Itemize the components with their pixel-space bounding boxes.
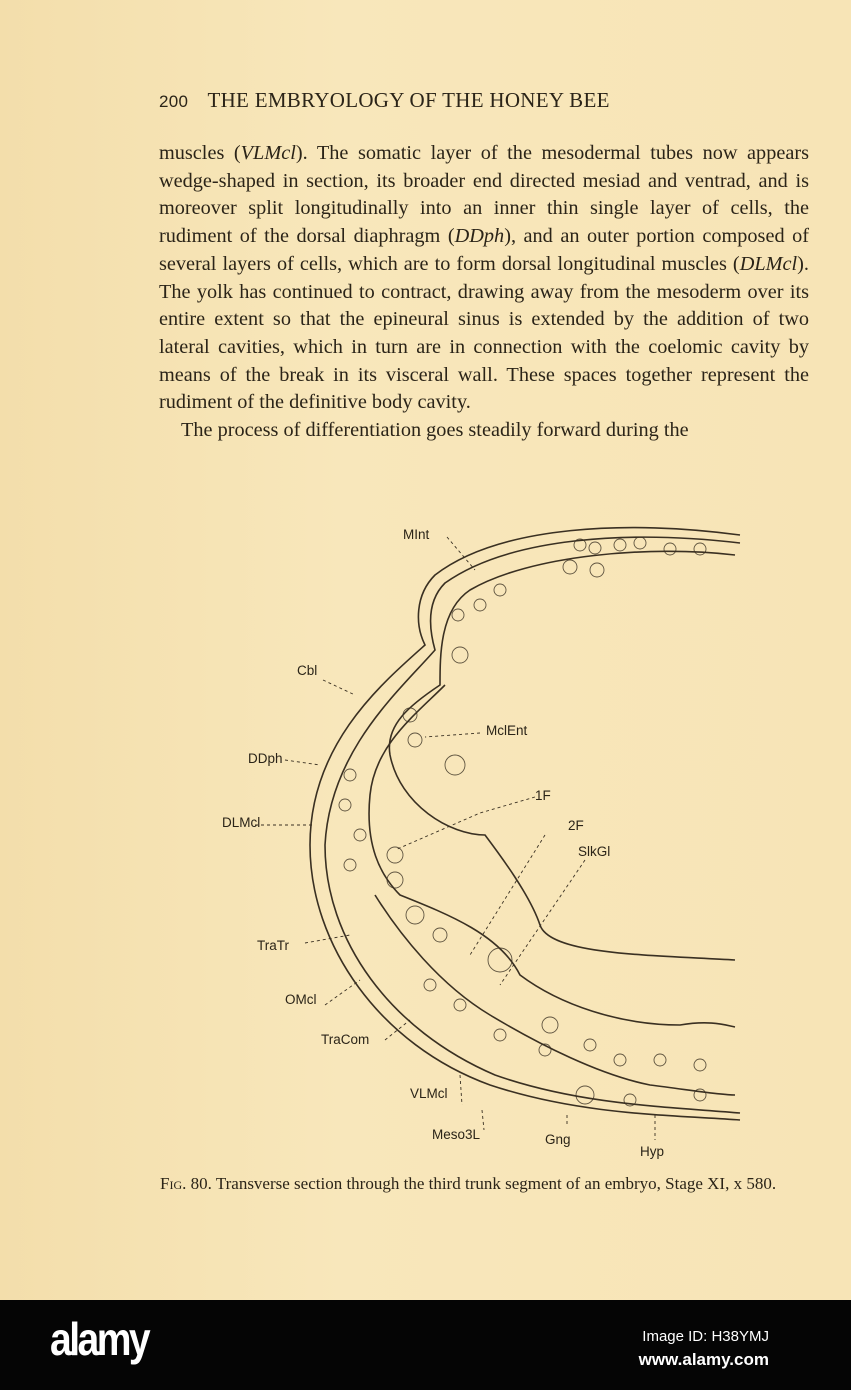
figure-80 (200, 515, 760, 1165)
label-omcl: OMcl (285, 992, 317, 1007)
label-2f: 2F (568, 818, 584, 833)
page-number: 200 (159, 92, 189, 111)
label-gng: Gng (545, 1132, 571, 1147)
paragraph-1: muscles (VLMcl). The somatic layer of the mesodermal tubes now appears wedge-shaped in section, its broader end directed mesiad and ventrad, and is moreover split longitudinally into an inner thin single layer of cells, the rudiment of the dorsal diaphragm (DDph), and an outer portion composed of several layers of cells, which are to form dorsal longitudinal muscles (DLMcl). The yolk has continued to contract, drawing away from the mesoderm over its entire extent so that the epineural sinus is extended by the addition of two lateral cavities, which in turn are in connection with the coelomic cavity by means of the break in its visceral wall. These spaces together represent the rudiment of the definitive body cavity. (159, 142, 810, 414)
watermark-banner (0, 1300, 851, 1390)
label-vlmcl: VLMcl (410, 1086, 448, 1101)
label-ddph: DDph (248, 751, 283, 766)
figure-number: Fig. 80. (160, 1174, 212, 1193)
site-url: www.alamy.com (638, 1350, 769, 1369)
embryo-section-drawing (200, 515, 760, 1165)
label-1f: 1F (535, 788, 551, 803)
caption-text: Transverse section through the third trunk segment of an embryo, Stage XI, x 580. (215, 1174, 777, 1193)
book-title: THE EMBRYOLOGY OF THE HONEY BEE (207, 88, 610, 112)
running-header (159, 88, 809, 113)
image-id: Image ID: H38YMJ (642, 1328, 769, 1345)
label-cbl: Cbl (297, 663, 318, 678)
body-text (159, 140, 809, 445)
label-mclent: MclEnt (486, 723, 528, 738)
label-tratr: TraTr (257, 938, 289, 953)
label-tracom: TraCom (321, 1032, 370, 1047)
figure-caption (160, 1173, 808, 1194)
label-slkgl: SlkGl (578, 844, 611, 859)
brand-logo: alamy (50, 1313, 149, 1365)
label-mint: MInt (403, 527, 430, 542)
label-dlmcl: DLMcl (222, 815, 261, 830)
paragraph-2: The process of differentiation goes steadily forward during the (181, 419, 689, 442)
label-meso3l: Meso3L (432, 1127, 481, 1142)
label-hyp: Hyp (640, 1144, 665, 1159)
